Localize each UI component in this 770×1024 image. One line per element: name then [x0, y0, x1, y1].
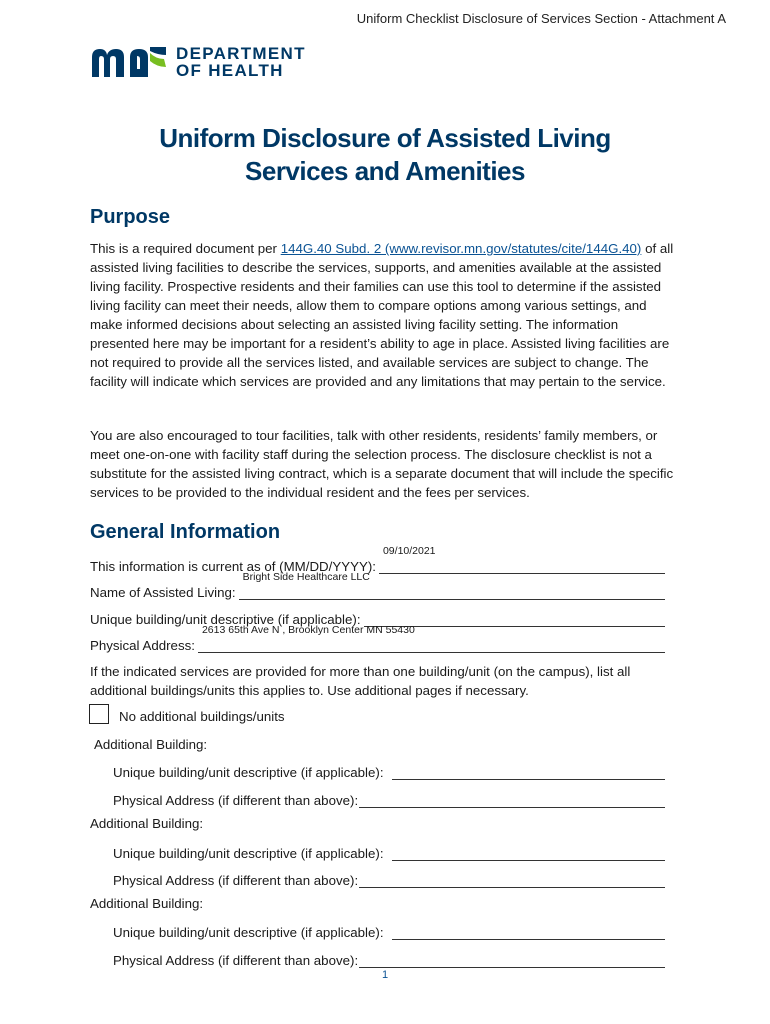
purpose-paragraph-2: You are also encouraged to tour facilities, talk with other residents, residents’ family members, or meet one-on-one with facility staff during the selection process. The disclosure checklist is not a substitute for the assisted living contract, which is a separate document that will include the specific services to be provided to the individual resident and the fees per services.: [90, 428, 674, 500]
mn-department-of-health-logo: [90, 44, 306, 80]
additional-address-label: Physical Address (if different than above):: [113, 953, 359, 968]
page-title: [0, 122, 770, 188]
physical-address-field[interactable]: [198, 624, 665, 653]
physical-address-label: Physical Address:: [90, 638, 195, 653]
additional-address-label: Physical Address (if different than above):: [113, 793, 359, 808]
facility-name-row: [90, 571, 665, 600]
multi-building-note: If the indicated services are provided for more than one building/unit (on the campus), list all additional buildings/units this applies to. Use additional pages if necessary.: [90, 664, 631, 698]
facility-name-label: Name of Assisted Living:: [90, 585, 236, 600]
current-date-field[interactable]: [379, 545, 665, 574]
title-line2: Services and Amenities: [245, 156, 525, 186]
unit-descriptive-label: Unique building/unit descriptive (if applicable):: [90, 612, 361, 627]
purpose-text-rest: of all assisted living facilities to describe the services, supports, and amenities available at the assisted living facility. Prospective residents and their families can use this tool to determine if the assisted living facility can meet their needs, allow them to compare options among various settings, and make informed decisions about selecting an assisted living facility setting. The information presented here may be important for a resident’s ability to age in place. Assisted living facilities are not required to provide all the services listed, and available services are subject to change. The facility will indicate which services are provided and any limitations that may pertain to the service.: [90, 241, 674, 389]
mn-logo-icon: [90, 45, 168, 79]
additional-address-field[interactable]: [359, 867, 665, 888]
no-additional-buildings-checkbox[interactable]: [89, 704, 109, 724]
no-additional-buildings-label: No additional buildings/units: [119, 709, 285, 724]
logo-line1: DEPARTMENT: [176, 44, 306, 63]
additional-unit-label: Unique building/unit descriptive (if applicable):: [113, 846, 384, 861]
purpose-heading: Purpose: [90, 206, 171, 228]
current-date-label: This information is current as of (MM/DD/YYYY):: [90, 559, 376, 574]
additional-building-heading: Additional Building:: [90, 896, 204, 911]
additional-unit-row: [113, 918, 665, 940]
additional-address-row: [113, 866, 665, 888]
logo-line2: OF HEALTH: [176, 61, 284, 80]
additional-address-field[interactable]: [359, 947, 665, 968]
current-date-row: [90, 545, 665, 574]
additional-building-heading: Additional Building:: [94, 737, 208, 752]
additional-unit-field[interactable]: [392, 759, 665, 780]
purpose-text-start: This is a required document per: [90, 241, 281, 256]
physical-address-row: [90, 624, 665, 653]
additional-address-field[interactable]: [359, 787, 665, 808]
additional-unit-row: [113, 758, 665, 780]
additional-unit-field[interactable]: [392, 919, 665, 940]
additional-unit-row: [113, 839, 665, 861]
page-number: 1: [381, 969, 389, 981]
purpose-paragraph-1: [90, 239, 680, 391]
facility-name-value: Bright Side Healthcare LLC: [242, 571, 370, 583]
header-note: Uniform Checklist Disclosure of Services Section - Attachment A: [356, 11, 726, 26]
general-info-heading: General Information: [90, 521, 281, 543]
additional-address-row: [113, 786, 665, 808]
title-line1: Uniform Disclosure of Assisted Living: [159, 123, 611, 153]
additional-address-row: [113, 946, 665, 968]
facility-name-field[interactable]: [239, 571, 665, 600]
current-date-value: 09/10/2021: [382, 545, 436, 557]
additional-unit-field[interactable]: [392, 840, 665, 861]
additional-unit-label: Unique building/unit descriptive (if applicable):: [113, 765, 384, 780]
physical-address-value: 2613 65th Ave N , Brooklyn Center MN 55430: [201, 624, 415, 636]
statute-link[interactable]: 144G.40 Subd. 2 (www.revisor.mn.gov/statutes/cite/144G.40): [280, 241, 642, 256]
additional-address-label: Physical Address (if different than above):: [113, 873, 359, 888]
additional-unit-label: Unique building/unit descriptive (if applicable):: [113, 925, 384, 940]
additional-building-heading: Additional Building:: [90, 816, 204, 831]
